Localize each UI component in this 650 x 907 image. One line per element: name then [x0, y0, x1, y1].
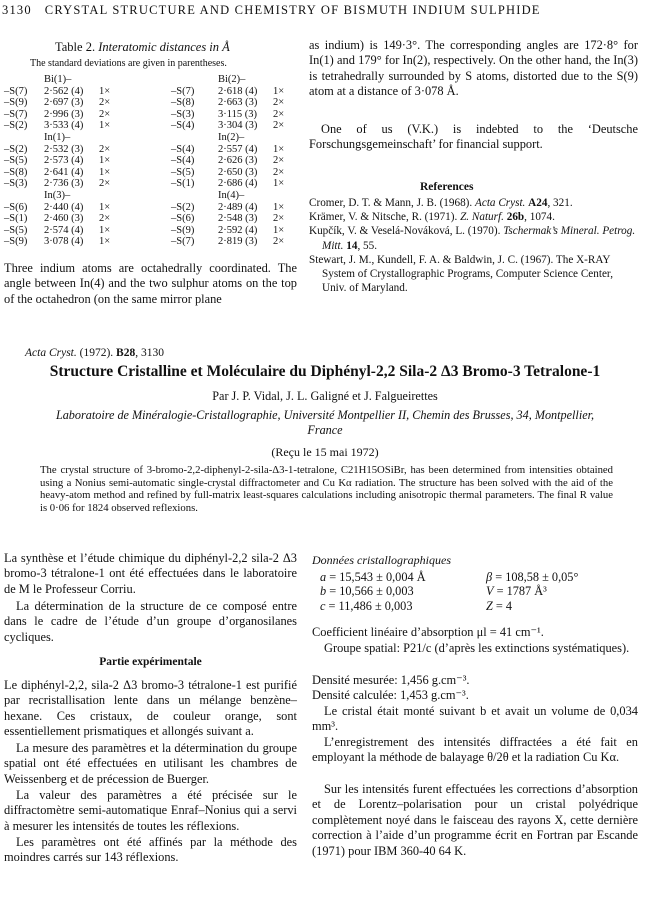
table-cell: 2·440 (4): [44, 201, 84, 213]
table-cell: –S(6): [171, 213, 195, 225]
cell-row: [320, 584, 578, 598]
cell-value: = 15,543 ± 0,004 Å: [326, 570, 426, 584]
table-row: [4, 155, 284, 167]
right-continuation-paragraph: as indium) is 149·3°. The corresponding angles are 172·8° for In(1) and 179° for In(2), respectively. On the other hand, the In(3) is tetrahedrally surrounded by S atoms, distorted due to the S(9) atom at a distance of 3·078 Å.: [309, 38, 638, 99]
table-row: [4, 86, 284, 98]
cell-parameter: [486, 599, 578, 613]
table-cell: 2·996 (3): [44, 108, 84, 120]
left-continuation-paragraph: Three indium atoms are octahedrally coordinated. The angle between In(4) and the two sulphur atoms on the top of the octahedron (on the same mirror plane: [4, 261, 297, 306]
table-cell: 1×: [99, 224, 111, 236]
cell-parameter: [320, 570, 486, 584]
references-heading: References: [420, 181, 474, 193]
article-authors: Par J. P. Vidal, J. L. Galigné et J. Falgueirettes: [212, 389, 438, 403]
table-cell: 1×: [273, 85, 285, 97]
table-note: The standard deviations are given in parentheses.: [30, 58, 227, 69]
corrections-paragraph: Sur les intensités furent effectuées les corrections d’absorption et de Lorentz–polarisation pour un cristal polyédrique complètement noyé dans le faisceau des rayons X, cette dernière correction à l’aide d’un programme écrit en Fortran par Escande (1971) pour IBM 360-40 64 K.: [312, 782, 638, 858]
cell-parameter: [486, 584, 578, 598]
table-cell: [171, 74, 218, 86]
experimental-paragraph-4: Les paramètres ont été affinés par la méthode des moindres carrés sur 143 réflexions.: [4, 835, 297, 865]
table-cell: 1×: [273, 143, 285, 155]
table-cell: 2×: [273, 108, 285, 120]
reference-authors: Krämer, V. & Nitsche, R. (1971).: [309, 211, 458, 224]
table-cell: 2×: [99, 108, 111, 120]
table-cell: 1×: [273, 201, 285, 213]
table-cell: 2·736 (3): [44, 178, 84, 190]
reference-pages: , 321.: [547, 197, 573, 209]
cell-value: = 1787 Å³: [493, 584, 547, 599]
table-cell: –S(4): [171, 143, 195, 155]
table-cell: 2·548 (3): [218, 213, 258, 225]
table-caption-prefix: Table 2.: [55, 40, 96, 54]
table-cell: 2×: [273, 236, 285, 248]
table-cell: In(2)–: [218, 131, 245, 143]
table-cell: 2×: [99, 143, 111, 155]
cell-symbol: b: [320, 584, 327, 599]
table-cell: –S(4): [171, 155, 195, 167]
reference-pages: , 1074.: [524, 211, 555, 224]
table-cell: –S(2): [4, 120, 28, 132]
table-cell: 3·533 (4): [44, 120, 84, 132]
experimental-paragraph-2: La mesure des paramètres et la détermination du groupe spatial ont été effectuées en utilisant les chambres de Weissenberg et de précession de Buerger.: [4, 741, 297, 786]
cell-symbol: V: [486, 584, 494, 599]
table-cell: 2×: [273, 155, 285, 167]
cell-value: = 11,486 ± 0,003: [325, 598, 413, 613]
section-heading: Partie expérimentale: [99, 656, 202, 668]
reference-journal: Acta Cryst.: [475, 197, 526, 209]
table-cell: –S(7): [4, 108, 28, 120]
table-cell: –S(9): [4, 236, 28, 248]
table-cell: 1×: [99, 85, 111, 97]
table-cell: 2×: [273, 166, 285, 178]
table-cell: 2·663 (3): [218, 97, 258, 109]
cell-row: [320, 599, 578, 613]
table-cell: 3·078 (4): [44, 236, 84, 248]
interatomic-distance-table: [4, 74, 284, 248]
table-cell: [273, 74, 284, 86]
space-group-line: Groupe spatial: P21/c (d’après les extinctions systématiques).: [324, 641, 630, 655]
table-cell: [99, 190, 171, 202]
cell-symbol: Z: [486, 598, 493, 613]
running-header: [2, 3, 541, 18]
article-affiliation: Laboratoire de Minéralogie-Cristallographie, Université Montpellier II, Chemin des Brusses, 34, Montpellier, France: [55, 408, 595, 437]
table-cell: 2×: [99, 178, 111, 190]
table-cell: –S(7): [171, 85, 195, 97]
table-cell: 1×: [99, 120, 111, 132]
cell-row: [320, 570, 578, 584]
table-cell: In(4)–: [218, 189, 245, 201]
reference-item: [309, 253, 638, 296]
table-cell: [4, 132, 44, 144]
table-cell: 2·573 (4): [44, 155, 84, 167]
table-cell: 2×: [99, 97, 111, 109]
table-row: [4, 178, 284, 190]
intro-paragraph-1: La synthèse et l’étude chimique du diphényl-2,2 sila-2 Δ3 bromo-3 tétralone-1 ont été effectuées dans le laboratoire de M le Professeur Corriu.: [4, 551, 297, 596]
table-cell: 2·697 (3): [44, 97, 84, 109]
cell-parameter: [320, 584, 486, 598]
cell-parameters-table: [320, 570, 578, 613]
table-cell: –S(5): [4, 155, 28, 167]
table-row: [4, 213, 284, 225]
reference-pages: , 55.: [357, 239, 378, 252]
reference-item: [309, 196, 638, 210]
table-cell: [273, 190, 284, 202]
reference-item: [309, 224, 638, 252]
cell-parameter: [320, 599, 486, 613]
table-row: [4, 202, 284, 214]
reference-item: [309, 210, 638, 224]
table-cell: 2·460 (3): [44, 213, 84, 225]
table-cell: –S(9): [4, 97, 28, 109]
acknowledgement-paragraph: One of us (V.K.) is indebted to the ‘Deutsche Forschungsgemeinschaft’ for financial support.: [309, 122, 638, 152]
citation-volume: B28: [116, 347, 136, 359]
received-date: (Reçu le 15 mai 1972): [271, 445, 379, 459]
citation-year: (1972).: [76, 347, 117, 359]
table-cell: 2×: [99, 213, 111, 225]
citation-page: , 3130: [135, 347, 164, 359]
cell-value: = 4: [492, 598, 513, 613]
cell-symbol: β: [486, 570, 493, 584]
table-cell: 2·650 (3): [218, 166, 258, 178]
table-cell: 1×: [99, 166, 111, 178]
table-cell: –S(3): [171, 108, 195, 120]
cell-symbol: a: [320, 570, 327, 584]
table-row: [4, 120, 284, 132]
table-cell: 1×: [273, 178, 285, 190]
table-cell: 3·304 (3): [218, 120, 258, 132]
table-cell: –S(3): [4, 178, 28, 190]
citation-journal: Acta Cryst.: [25, 347, 77, 359]
table-caption-title: Interatomic distances in Å: [98, 40, 230, 54]
density-measured-line: Densité mesurée: 1,456 g.cm⁻³.: [312, 673, 470, 687]
intro-paragraph-2: La détermination de la structure de ce composé entre dans le cadre de l’étude d’un groupe d’organosilanes cycliques.: [4, 599, 297, 644]
cell-value: = 108,58 ± 0,05°: [492, 570, 579, 584]
table-cell: 2·489 (4): [218, 201, 258, 213]
crystal-data-heading: Données cristallographiques: [312, 553, 451, 567]
table-cell: 2·592 (4): [218, 224, 258, 236]
cell-symbol: c: [320, 598, 326, 613]
absorption-line: Coefficient linéaire d’absorption μl = 41 cm⁻¹.: [312, 625, 544, 639]
reference-volume: 26b: [506, 211, 525, 224]
cell-value: = 10,566 ± 0,003: [326, 584, 414, 599]
running-title: CRYSTAL STRUCTURE AND CHEMISTRY OF BISMUTH INDIUM SULPHIDE: [44, 3, 541, 17]
table-cell: 2·574 (4): [44, 224, 84, 236]
reference-volume: A24: [528, 197, 548, 209]
collection-paragraph: L’enregistrement des intensités diffractées a été fait en employant la méthode de balayage θ/2θ et la radiation Cu Kα.: [312, 735, 638, 765]
table-cell: 2×: [273, 120, 285, 132]
table-cell: [4, 74, 44, 86]
table-cell: 2×: [273, 213, 285, 225]
article-abstract: The crystal structure of 3-bromo-2,2-diphenyl-2-sila-Δ3-1-tetralone, C21H15OSiBr, has been determined from intensities obtained using a Nonius semi-automatic single-crystal diffractometer and Cu Kα radiation. The structure has been solved with the aid of the heavy-atom method and refined by full-matrix least-squares calculations including anisotropic thermal parameters. The final R value is 0·06 for 1824 observed reflexions.: [40, 464, 613, 514]
table-cell: –S(8): [171, 97, 195, 109]
table-cell: 1×: [99, 155, 111, 167]
table-cell: 2×: [273, 97, 285, 109]
reference-authors: Cromer, D. T. & Mann, J. B. (1968).: [309, 197, 473, 209]
table-row: [4, 190, 284, 202]
table-row: [4, 167, 284, 179]
reference-journal: Tschermak’s Mineral. Petrog. Mitt.: [322, 225, 636, 252]
table-row: [4, 74, 284, 86]
reference-authors: Stewart, J. M., Kundell, F. A. & Baldwin, J. C. (1967).: [309, 253, 554, 266]
table-cell: Bi(2)–: [218, 74, 246, 85]
table-cell: 2·686 (4): [218, 178, 258, 190]
reference-pages: The X-RAY System of Crystallographic Programs, Computer Science Center, Univ. of Maryland.: [322, 253, 613, 295]
table-cell: 2·557 (4): [218, 143, 258, 155]
table-cell: 1×: [99, 236, 111, 248]
experimental-paragraph-3: La valeur des paramètres a été précisée sur le diffractomètre semi-automatique Enraf–Nonius qui a servi à mesurer les intensités de toutes les réflexions.: [4, 788, 297, 833]
table-cell: 2·618 (4): [218, 85, 258, 97]
references-list: [309, 196, 638, 295]
mounting-paragraph: Le cristal était monté suivant b et avait un volume de 0,034 mm³.: [312, 704, 638, 734]
reference-authors: Kupčík, V. & Veselá-Nováková, L. (1970).: [309, 225, 501, 238]
table-cell: 1×: [99, 201, 111, 213]
table-cell: –S(1): [4, 213, 28, 225]
table-row: [4, 132, 284, 144]
cell-parameter: [486, 570, 578, 584]
table-cell: [171, 190, 218, 202]
table-cell: –S(2): [4, 143, 28, 155]
table-cell: In(3)–: [44, 189, 71, 201]
table-row: [4, 236, 284, 248]
table-cell: –S(9): [171, 224, 195, 236]
reference-journal: Z. Naturf.: [460, 211, 504, 224]
table-cell: –S(1): [171, 178, 195, 190]
table-cell: 2·641 (4): [44, 166, 84, 178]
reference-volume: 14: [346, 239, 358, 252]
table-cell: –S(5): [4, 224, 28, 236]
table-cell: 2·819 (3): [218, 236, 258, 248]
table-cell: In(1)–: [44, 131, 71, 143]
table-cell: Bi(1)–: [44, 74, 72, 85]
table-cell: –S(7): [4, 85, 28, 97]
table-cell: –S(8): [4, 166, 28, 178]
table-row: [4, 144, 284, 156]
experimental-paragraph-1: Le diphényl-2,2, sila-2 Δ3 bromo-3 tétralone-1 est purifié par recristallisation lente dans un mélange benzène–hexane. Ces cristaux, de couleur orange, sont essentiellement prismatiques et allongés suivant a.: [4, 678, 297, 739]
table-cell: [99, 132, 171, 144]
table-cell: [171, 132, 218, 144]
density-calculated-line: Densité calculée: 1,453 g.cm⁻³.: [312, 688, 469, 702]
table-row: [4, 97, 284, 109]
table-cell: 2·532 (3): [44, 143, 84, 155]
table-cell: 2·562 (4): [44, 85, 84, 97]
table-cell: 2·626 (3): [218, 155, 258, 167]
page-number: 3130: [2, 3, 32, 17]
table-row: [4, 225, 284, 237]
table-cell: –S(6): [4, 201, 28, 213]
table-cell: [99, 74, 171, 86]
table-row: [4, 109, 284, 121]
table-cell: 3·115 (3): [218, 108, 257, 120]
table-cell: –S(4): [171, 120, 195, 132]
table-caption: [55, 40, 230, 55]
table-cell: –S(5): [171, 166, 195, 178]
table-cell: 1×: [273, 224, 285, 236]
table-cell: [273, 132, 284, 144]
table-cell: [4, 190, 44, 202]
article-citation: [25, 347, 164, 359]
article-title: Structure Cristalline et Moléculaire du Diphényl-2,2 Sila-2 Δ3 Bromo-3 Tetralone-1: [49, 363, 601, 380]
table-cell: –S(2): [171, 201, 195, 213]
table-cell: –S(7): [171, 236, 195, 248]
